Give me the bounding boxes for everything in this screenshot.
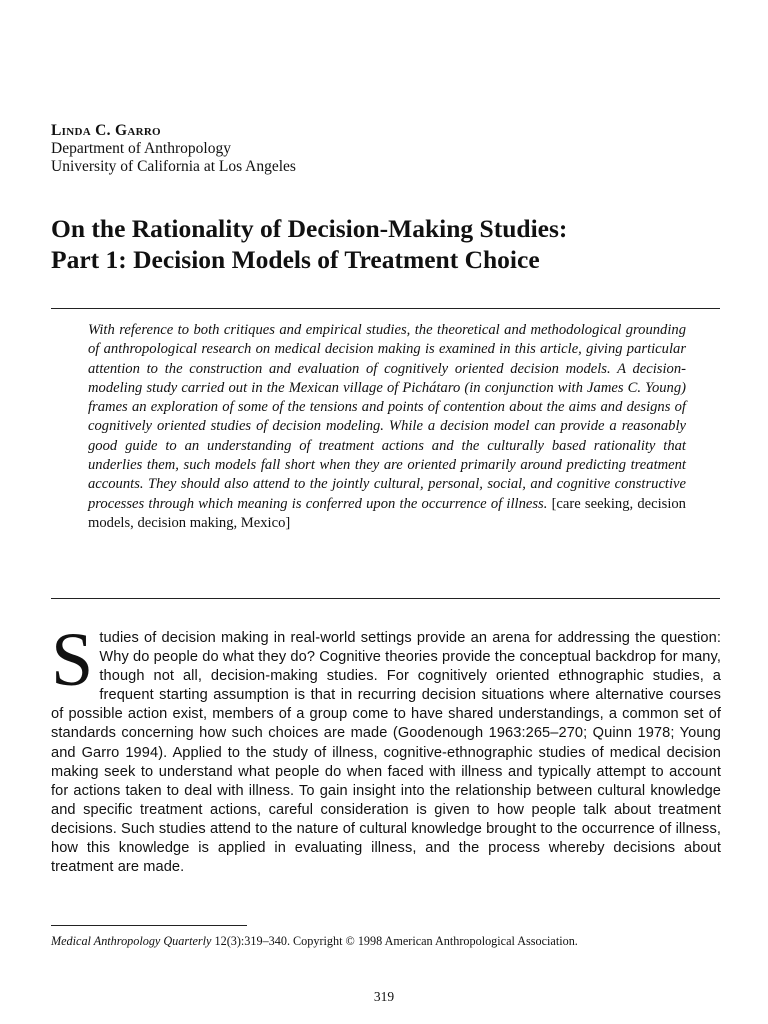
abstract-top-rule [51,308,720,309]
citation-line [51,933,731,949]
citation-details: 12(3):319–340. Copyright © 1998 American Anthropological Association. [211,934,578,948]
author-name: Linda C. Garro [51,122,161,139]
body-paragraph [51,618,721,877]
page-number: 319 [373,989,395,1004]
abstract-keywords: [care seeking, decision models, decision making, Mexico] [88,495,686,531]
footnote-rule [51,925,247,926]
author-block [51,122,711,176]
article-title [51,213,741,275]
title-line-1: On the Rationality of Decision-Making Studies: [51,214,568,243]
author-institution: University of California at Los Angeles [51,158,296,175]
author-department: Department of Anthropology [51,140,231,157]
citation-journal: Medical Anthropology Quarterly [51,934,212,948]
body-text: tudies of decision making in real-world settings provide an arena for addressing the question: Why do people do what they do? Cognitive theories provide the conceptual backdrop for many, though not all, decision-making studies. For cognitively oriented ethnographic studies, a frequent starting assumption is that in recurring decision situations where alternative courses of possible action exist, members of a group come to have shared understandings, a common set of standards concerning how such choices are made (Goodenough 1963:265–270; Quinn 1978; Young and Garro 1994). Applied to the study of illness, cognitive-ethnographic studies of medical decision making seek to understand what people do when faced with illness and typically attempt to account for actions taken to deal with illness. To gain insight into the relationship between cultural knowledge and specific treatment actions, careful consideration is given to how people talk about treatment decisions. Such studies attend to the nature of cultural knowledge brought to the occurrence of illness, how this knowledge is applied in evaluating illness, and the process whereby decisions about treatment are made. [51,630,721,876]
abstract-text: With reference to both critiques and empirical studies, the theoretical and methodological grounding of anthropological research on medical decision making is examined in this article, giving particular attention to the construction and evaluation of cognitively oriented decision models. A decision-modeling study carried out in the Mexican village of Pichátaro (in conjunction with James C. Young) frames an exploration of some of the tensions and points of contention about the aims and designs of cognitively oriented studies of decision modeling. While a decision model can provide a reasonably good guide to an understanding of treatment actions and the culturally based rationality that underlies them, such models fall short when they are oriented primarily around predicting treatment accounts. They should also attend to the jointly cultural, personal, social, and cognitive constructive processes through which meaning is conferred upon the occurrence of illness. [88,322,686,512]
drop-cap: S [51,618,94,702]
abstract [88,321,686,533]
title-line-2: Part 1: Decision Models of Treatment Choice [51,245,540,274]
abstract-bottom-rule [51,598,720,599]
